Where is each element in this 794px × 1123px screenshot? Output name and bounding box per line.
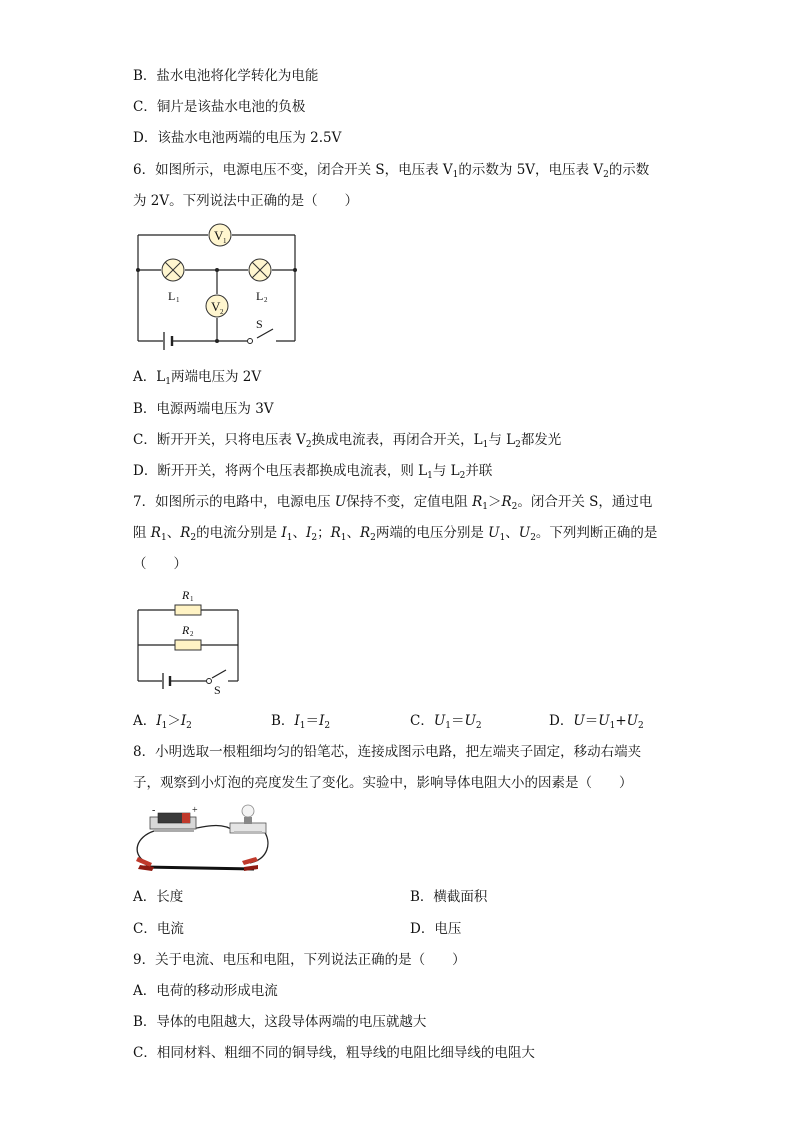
q8-option-d: D．电压 bbox=[410, 921, 462, 937]
svg-text:1: 1 bbox=[176, 296, 180, 304]
q9-option-c: C．相同材料、粗细不同的铜导线，粗导线的电阻比细导线的电阻大 bbox=[133, 1045, 535, 1061]
switch-label: S bbox=[256, 317, 263, 331]
right-clip bbox=[242, 857, 258, 871]
lamp-base bbox=[230, 805, 266, 834]
q5-option-c: C．铜片是该盐水电池的负极 bbox=[133, 99, 306, 115]
q7-option-c: C．$U_1=U_2$ bbox=[410, 713, 482, 731]
q8-option-b: B．横截面积 bbox=[410, 889, 488, 905]
svg-text:1: 1 bbox=[223, 237, 227, 245]
q6-option-d: D．断开开关，将两个电压表都换成电流表，则 $L_1$与 $L_2$并联 bbox=[133, 463, 493, 481]
svg-text:2: 2 bbox=[190, 630, 194, 638]
plus-sign: + bbox=[192, 805, 198, 816]
svg-text:R: R bbox=[182, 588, 190, 602]
q8-option-c: C．电流 bbox=[133, 921, 184, 937]
svg-text:R: R bbox=[182, 623, 190, 637]
q6-option-b: B．电源两端电压为 3V bbox=[133, 401, 274, 417]
resistor-r2 bbox=[175, 623, 201, 650]
q6-option-a: A．$L_1$两端电压为 2V bbox=[133, 369, 262, 387]
q6-stem-line2: 为 2V。下列说法中正确的是（ ） bbox=[133, 193, 359, 209]
minus-sign: - bbox=[152, 805, 156, 816]
voltmeter-v2 bbox=[206, 295, 228, 317]
svg-text:V: V bbox=[211, 299, 221, 314]
q7-option-a: A．$I_1>I_2$ bbox=[133, 713, 192, 731]
q8-option-a: A．长度 bbox=[133, 889, 184, 905]
lamp-l2 bbox=[249, 259, 271, 304]
switch-label: S bbox=[214, 683, 221, 696]
q7-stem-line1: 7．如图所示的电路中，电源电压 U保持不变，定值电阻 $R_1>R_2$。闭合开关 S，通过电 bbox=[133, 494, 653, 512]
q7-circuit-figure bbox=[128, 584, 246, 696]
q9-option-b: B．导体的电阻越大，这段导体两端的电压就越大 bbox=[133, 1014, 427, 1030]
q8-stem-line1: 8．小明选取一根粗细均匀的铅笔芯，连接成图示电路，把左端夹子固定，移动右端夹 bbox=[133, 744, 642, 760]
svg-text:V: V bbox=[214, 228, 224, 243]
q7-stem-line2: 阻 $R_1$、$R_2$的电流分别是 $I_1$、$I_2$；$R_1$、$R_2$两端的电压分别是 $U_1$、$U_2$。下列判断正确的是 bbox=[133, 525, 658, 543]
q7-option-d: D．$U=U_1+U_2$ bbox=[549, 713, 644, 731]
left-clip bbox=[136, 857, 154, 871]
q9-option-a: A．电荷的移动形成电流 bbox=[133, 983, 278, 999]
voltmeter-v1 bbox=[209, 224, 231, 246]
q7-stem-line3: （ ） bbox=[133, 556, 187, 572]
battery-holder bbox=[150, 813, 196, 832]
pencil-lead bbox=[144, 867, 254, 869]
q8-stem-line2: 子，观察到小灯泡的亮度发生了变化。实验中，影响导体电阻大小的因素是（ ） bbox=[133, 775, 633, 791]
q5-option-b: B．盐水电池将化学转化为电能 bbox=[133, 68, 319, 84]
q6-circuit-figure bbox=[128, 222, 303, 354]
svg-text:1: 1 bbox=[190, 595, 194, 603]
q6-option-c: C．断开开关，只将电压表 $V_2$换成电流表，再闭合开关，$L_1$与 $L_2$都发光 bbox=[133, 432, 562, 450]
light-bulb bbox=[242, 805, 254, 817]
svg-text:2: 2 bbox=[264, 296, 268, 304]
q6-stem-line1: 6．如图所示，电源电压不变，闭合开关 S，电压表 $V_1$的示数为 5V，电压表 $V_2$的示数 bbox=[133, 162, 650, 180]
svg-text:L: L bbox=[256, 289, 264, 303]
lamp-l1 bbox=[162, 259, 184, 304]
svg-text:L: L bbox=[168, 289, 176, 303]
q8-pencil-lead-figure bbox=[130, 803, 272, 879]
switch-contact bbox=[248, 339, 253, 344]
q9-stem: 9．关于电流、电压和电阻，下列说法正确的是（ ） bbox=[133, 952, 466, 968]
resistor-r1 bbox=[175, 588, 201, 615]
switch-contact bbox=[207, 679, 212, 684]
q5-option-d: D．该盐水电池两端的电压为 2.5V bbox=[133, 130, 342, 146]
svg-text:2: 2 bbox=[220, 308, 224, 316]
q7-option-b: B．$I_1=I_2$ bbox=[271, 713, 331, 731]
